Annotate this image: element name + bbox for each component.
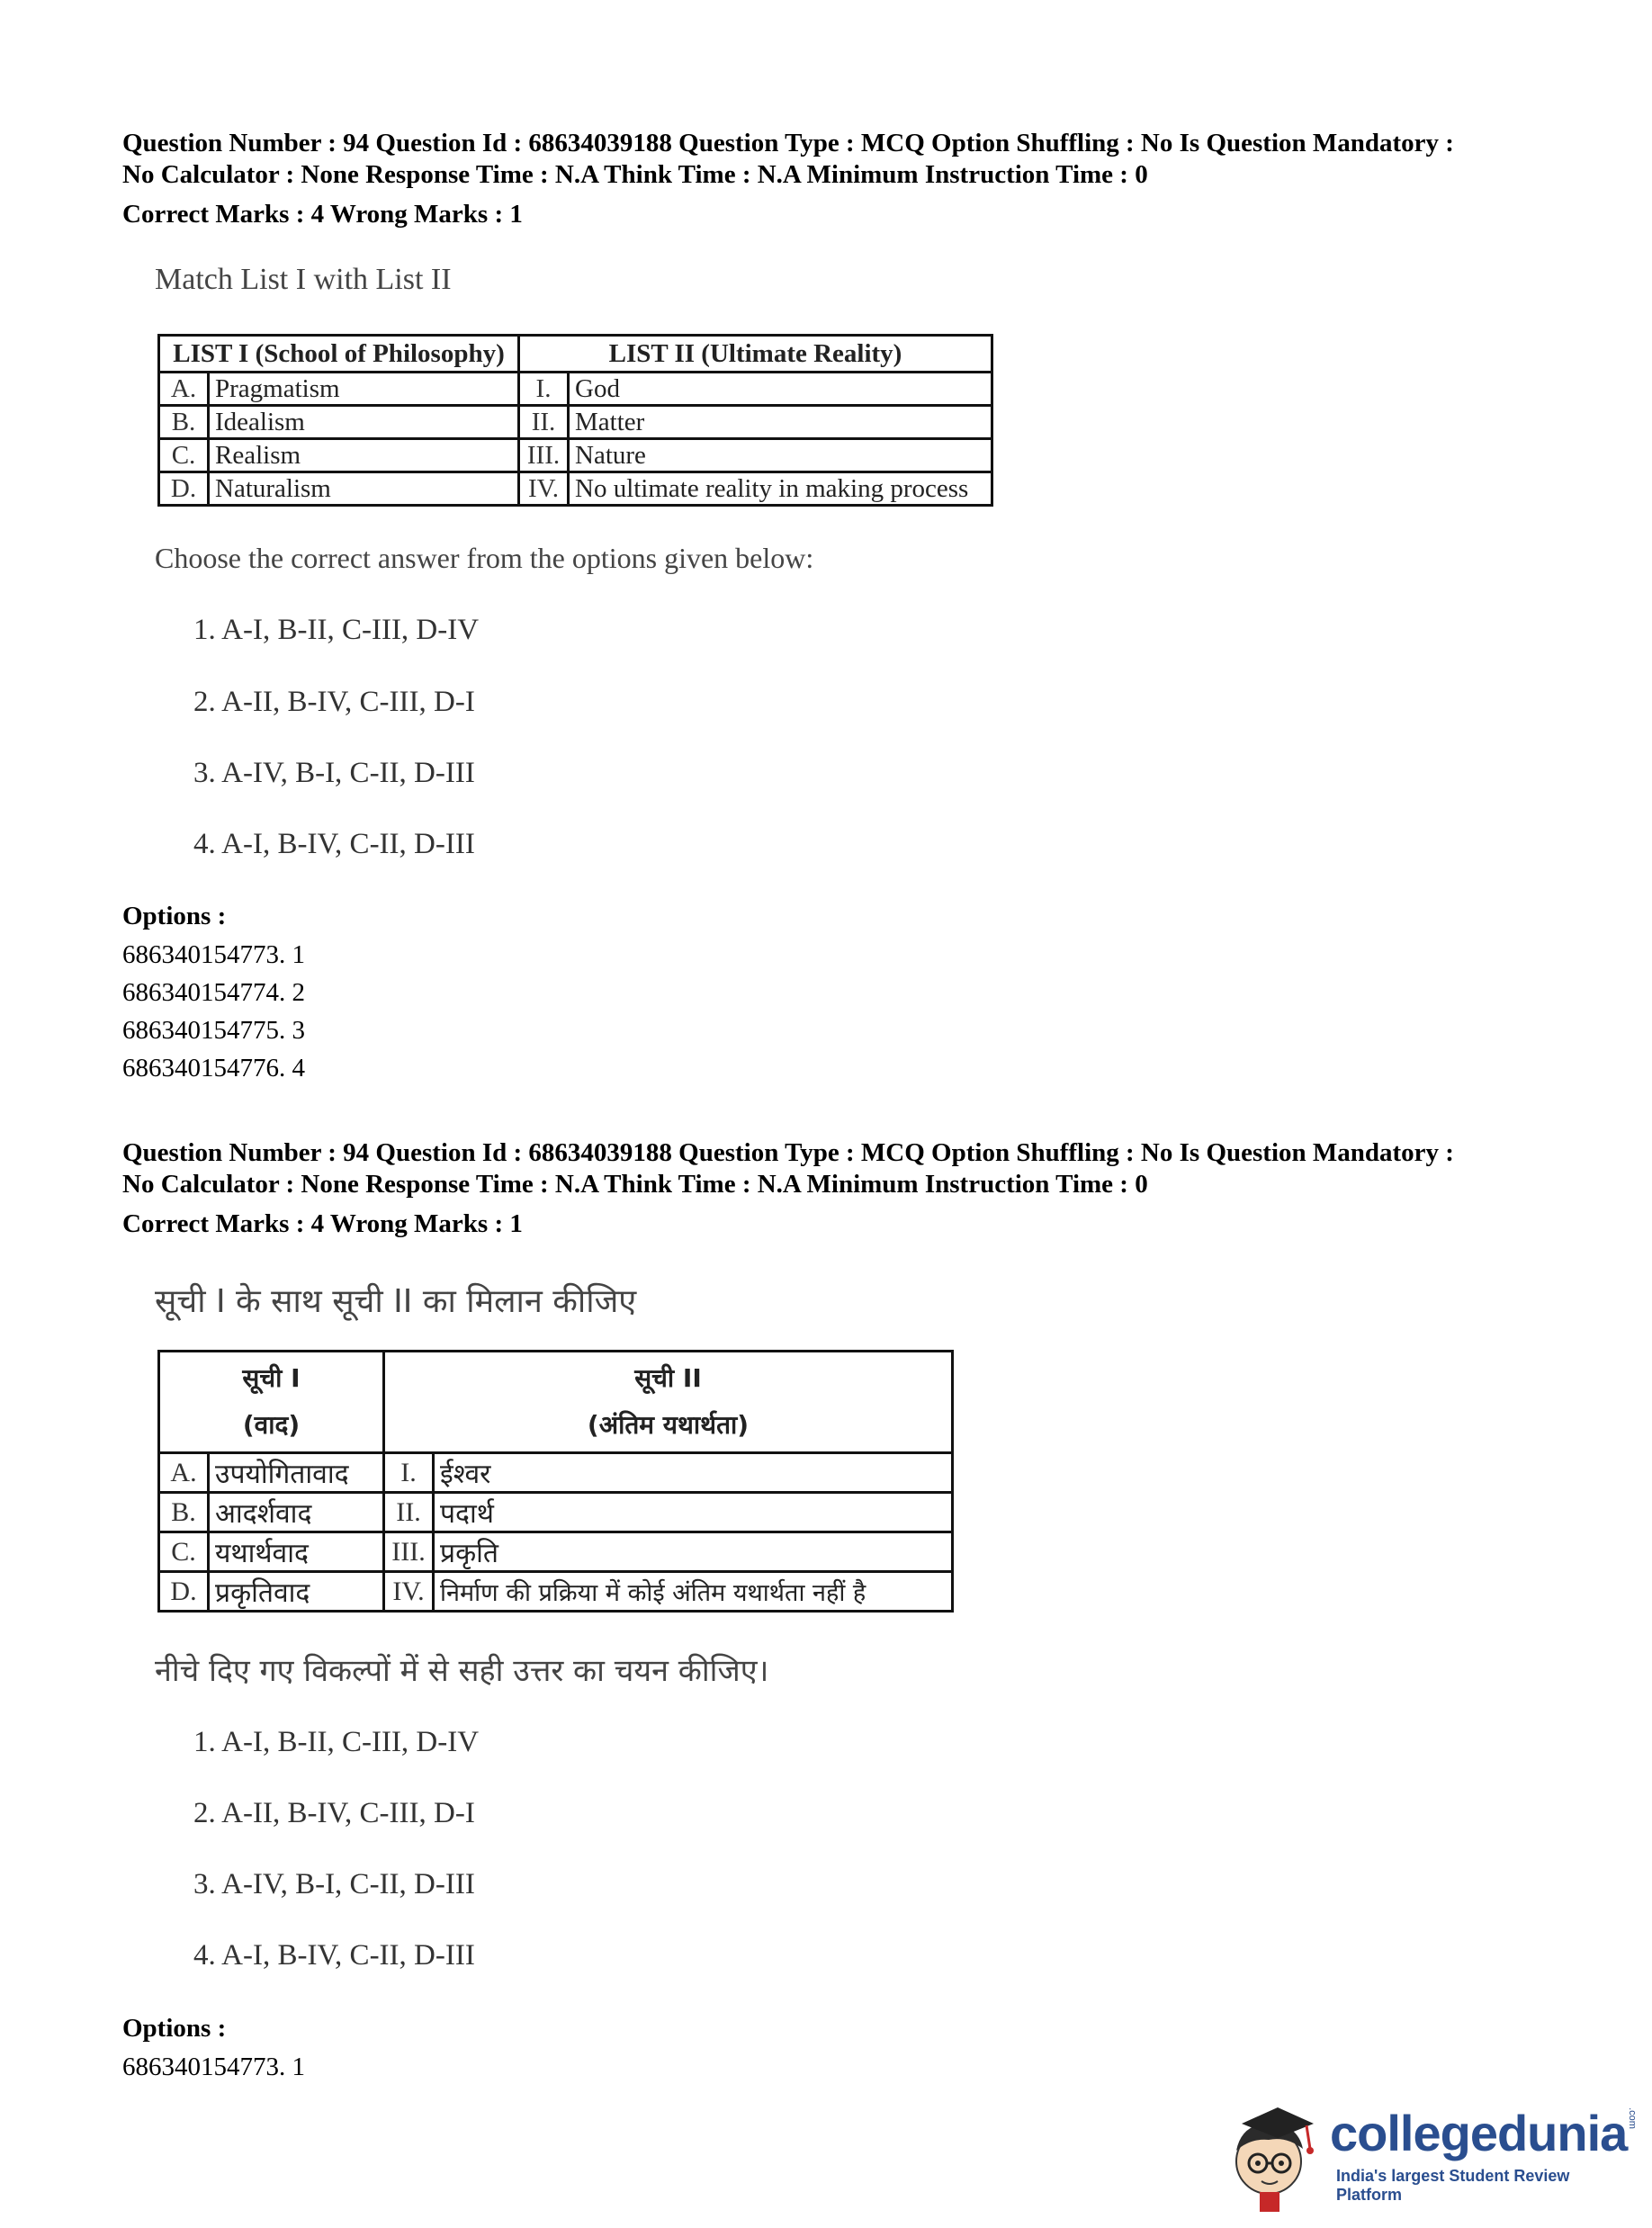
list1-subtitle: (वाद) [242, 1410, 301, 1440]
question-meta-2 [122, 1137, 1562, 1200]
list2-header-hindi [384, 1352, 953, 1453]
choice-4: 4. A-I, B-IV, C-II, D-III [193, 828, 475, 860]
row-school: Naturalism [209, 472, 519, 506]
row-school: यथार्थवाद [209, 1532, 384, 1572]
row-letter: B. [159, 406, 209, 439]
row-letter: A. [159, 373, 209, 406]
row-reality: Nature [569, 439, 992, 472]
choice-2: 2. A-II, B-IV, C-III, D-I [193, 686, 475, 718]
choice-3: 3. A-IV, B-I, C-II, D-III [193, 1868, 475, 1900]
row-reality: Matter [569, 406, 992, 439]
choice-4: 4. A-I, B-IV, C-II, D-III [193, 1939, 475, 1972]
meta-line-2: No Calculator : None Response Time : N.A Think Time : N.A Minimum Instruction Time : 0 [122, 160, 1148, 189]
list1-header-hindi [159, 1352, 384, 1453]
meta-line-2: No Calculator : None Response Time : N.A Think Time : N.A Minimum Instruction Time : 0 [122, 1170, 1148, 1199]
options-label: Options : [122, 902, 227, 930]
table-row [159, 1453, 953, 1493]
option-line: 686340154775. 3 [122, 1016, 305, 1045]
question-instruction-hindi: सूची I के साथ सूची II का मिलान कीजिए [155, 1283, 637, 1320]
meta-line-1: Question Number : 94 Question Id : 68634039188 Question Type : MCQ Option Shuffling : No Is Question Mandatory : [122, 1138, 1454, 1167]
row-letter: C. [159, 1532, 209, 1572]
row-school: Idealism [209, 406, 519, 439]
row-school: उपयोगितावाद [209, 1453, 384, 1493]
list2-header: LIST II (Ultimate Reality) [519, 336, 992, 373]
question-meta-1 [122, 128, 1562, 191]
row-letter: D. [159, 1572, 209, 1612]
choice-3: 3. A-IV, B-I, C-II, D-III [193, 757, 475, 789]
option-line: 686340154776. 4 [122, 1054, 305, 1083]
row-numeral: I. [519, 373, 569, 406]
list1-title: सूची I [242, 1363, 301, 1393]
marks-line: Correct Marks : 4 Wrong Marks : 1 [122, 200, 523, 229]
table-row [159, 472, 992, 506]
meta-line-1: Question Number : 94 Question Id : 68634039188 Question Type : MCQ Option Shuffling : No Is Question Mandatory : [122, 129, 1454, 157]
row-numeral: IV. [384, 1572, 434, 1612]
brand-domain: .com [1626, 2107, 1638, 2129]
choice-1: 1. A-I, B-II, C-III, D-IV [193, 1726, 480, 1758]
row-letter: D. [159, 472, 209, 506]
list1-header: LIST I (School of Philosophy) [159, 336, 519, 373]
row-reality: God [569, 373, 992, 406]
row-numeral: I. [384, 1453, 434, 1493]
row-numeral: II. [519, 406, 569, 439]
match-table-english [157, 334, 993, 507]
choice-1: 1. A-I, B-II, C-III, D-IV [193, 614, 480, 646]
row-numeral: III. [519, 439, 569, 472]
choice-2: 2. A-II, B-IV, C-III, D-I [193, 1797, 475, 1829]
row-reality: पदार्थ [434, 1493, 953, 1532]
row-reality: प्रकृति [434, 1532, 953, 1572]
row-letter: A. [159, 1453, 209, 1493]
row-school: Pragmatism [209, 373, 519, 406]
match-table-hindi [157, 1350, 954, 1613]
option-line: 686340154774. 2 [122, 978, 305, 1007]
table-row [159, 1493, 953, 1532]
row-reality: ईश्वर [434, 1453, 953, 1493]
brand-name: collegedunia [1330, 2105, 1628, 2161]
choose-instruction: Choose the correct answer from the options given below: [155, 542, 814, 574]
table-row [159, 1572, 953, 1612]
row-school: प्रकृतिवाद [209, 1572, 384, 1612]
row-reality: निर्माण की प्रक्रिया में कोई अंतिम यथार्थता नहीं है [434, 1572, 953, 1612]
option-line: 686340154773. 1 [122, 2053, 305, 2081]
brand-tagline: India's largest Student Review Platform [1336, 2167, 1570, 2204]
student-mascot-icon [1224, 2097, 1323, 2214]
list2-title: सूची II [634, 1363, 702, 1393]
collegedunia-logo[interactable] [1224, 2097, 1638, 2214]
row-reality: No ultimate reality in making process [569, 472, 992, 506]
marks-line: Correct Marks : 4 Wrong Marks : 1 [122, 1209, 523, 1238]
row-letter: C. [159, 439, 209, 472]
question-instruction: Match List I with List II [155, 263, 452, 296]
table-row [159, 373, 992, 406]
row-numeral: III. [384, 1532, 434, 1572]
row-numeral: II. [384, 1493, 434, 1532]
row-numeral: IV. [519, 472, 569, 506]
table-row [159, 1532, 953, 1572]
option-line: 686340154773. 1 [122, 940, 305, 969]
row-school: Realism [209, 439, 519, 472]
options-label: Options : [122, 2014, 227, 2043]
row-letter: B. [159, 1493, 209, 1532]
table-row [159, 406, 992, 439]
table-row [159, 439, 992, 472]
list2-subtitle: (अंतिम यथार्थता) [587, 1410, 750, 1440]
choose-instruction-hindi: नीचे दिए गए विकल्पों में से सही उत्तर का चयन कीजिए। [155, 1653, 769, 1689]
row-school: आदर्शवाद [209, 1493, 384, 1532]
